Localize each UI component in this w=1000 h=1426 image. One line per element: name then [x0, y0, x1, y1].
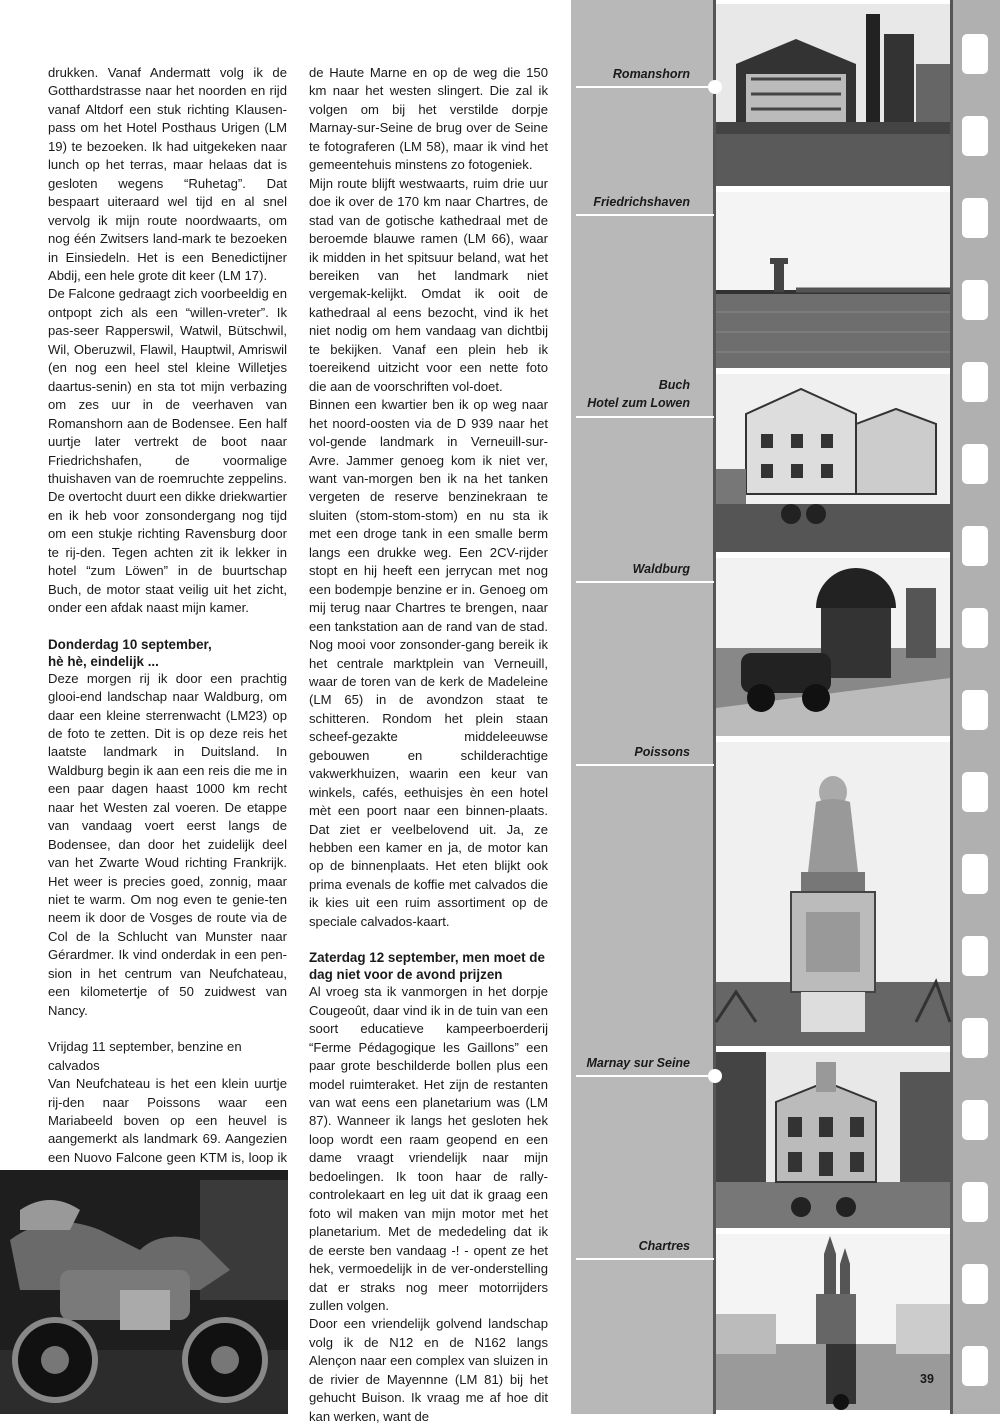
text-column-left	[48, 64, 287, 1241]
location-label: Waldburg	[632, 562, 690, 576]
heading-line: Donderdag 10 september,	[48, 636, 212, 652]
paragraph	[48, 1038, 287, 1075]
location-label: Hotel zum Lowen	[587, 396, 690, 410]
photo-marnay-sur-seine	[716, 1052, 950, 1228]
heading-line: hè hè, eindelijk ...	[48, 653, 159, 669]
film-perforation	[962, 444, 988, 484]
location-label: Marnay sur Seine	[586, 1056, 690, 1070]
subheading: Vrijdag 11 september, benzine en calvados	[48, 1039, 242, 1073]
paragraph: drukken. Vanaf Andermatt volg ik de Gotthardstrasse naar het noorden en rijd vanaf Altdorf een stuk richting Klausen-pass om het Hotel Posthaus Urigen (LM 19) te bezoeken. Ik had uitgekeken naar lunch op het terras, maar helaas dat is gesloten wegens “Ruhetag”. Dat bespaart uiteraard wel tijd en al snel vervolg ik mijn route noordwaarts, om nog één Zwitsers land-mark te bezoeken in Einsiedeln. Het is een Benedictijner Abdij, een hele grote dit keer (LM 17).	[48, 65, 287, 283]
location-connector-line	[576, 214, 714, 216]
photo-buch-hotel	[716, 374, 950, 552]
heading-line: Zaterdag 12 september, men moet de	[309, 950, 545, 966]
motorcycle-photo	[0, 1170, 288, 1414]
photo-friedrichshaven	[716, 192, 950, 368]
film-perforation	[962, 690, 988, 730]
photo-waldburg	[716, 558, 950, 736]
film-perforation	[962, 936, 988, 976]
paragraph: De Falcone gedraagt zich voorbeeldig en ontpopt zich als een “willen-vreter”. Ik pas-seer Rapperswil, Watwil, Bütschwil, Wil, Oberuzwil, Flawil, Hauptwil, Amriswil (en nog een heel stel kleine Willetjes daartus-senin) en sta tot mijn verbazing om zes uur in de veerhaven van Romanshorn aan de Bodensee. Een half uurtje later vertrekt de boot naar Friedrichshafen, de voormalige thuishaven van de roemruchte zeppelins. De overtocht duurt een dikke driekwartier en ik heb voor zonsondergang nog tijd om een stukje richting Ravensburg door te rij-den. Tegen achten zit ik lekker in hotel “zum Löwen” in de buurtschap Buch, de motor staat veilig uit het zicht, onder een afdak naast mijn kamer.	[48, 286, 287, 616]
film-perforation	[962, 526, 988, 566]
motorcycle-illustration	[0, 1170, 288, 1414]
location-label: Romanshorn	[612, 67, 690, 81]
section-heading	[48, 636, 287, 670]
film-perforation	[962, 34, 988, 74]
film-perforation	[962, 1264, 988, 1304]
film-perforation	[962, 280, 988, 320]
photo-chartres	[716, 1234, 950, 1410]
location-label: Poissons	[634, 745, 690, 759]
location-label: Chartres	[638, 1239, 690, 1253]
film-perforation	[962, 772, 988, 812]
film-perforation	[962, 198, 988, 238]
location-marker-dot	[708, 1069, 722, 1083]
paragraph: Binnen een kwartier ben ik op weg naar het noord-oosten via de D 939 naar het vol-gende landmark in Verneuill-sur-Avre. Jammer genoeg kom ik niet ver, want van-morgen ben ik na het tanken vergeten de reserve benzinekraan te sluiten (stom-stom-stom) en nu sta ik met een droge tank in een smalle berm langs een drukke weg. Een 2CV-rijder stopt en hij heeft een jerrycan met nog een bodempje benzine er in. Genoeg om mij terug naar Chartres te brengen, naar een tankstation aan de rand van de stad. Nog mooi voor zonsonder-gang bereik ik het centrale marktplein van Verneuill, waar de toren van de kerk de Madeleine (LM 65) in de avondzon staat te schitteren. Rondom het plein staan scheef-gezakte middeleeuwse gebouwen en schilderachtige vakwerkhuizen, waarin een keur van winkels, cafés, eethuisjes èn een hotel mèt een poort naar een binnen-plaats. Dat ziet er veelbelovend uit. Ja, ze hebben een kamer en ja, de motor kan op de binnenplaats. Het eten blijkt ook prima evenals de koffie met calvados die ik kies uit een ruim assortiment op de speciale calvados-kaart.	[309, 397, 548, 929]
location-label: Buch	[658, 378, 690, 392]
film-perforation	[962, 608, 988, 648]
photo-poissons	[716, 742, 950, 1046]
page-number: 39	[920, 1372, 934, 1386]
film-perforation	[962, 1346, 988, 1386]
photo-romanshorn	[716, 4, 950, 186]
location-connector-line	[576, 86, 714, 88]
paragraph: Mijn route blijft westwaarts, ruim drie uur doe ik over de 170 km naar Chartres, de stad van de gotische kathedraal met de beroemde blauwe ramen (LM 66), waar ik midden in het spitsuur beland, wat het bereiken van het landmark niet vergemak-kelijkt. Omdat ik ooit de kathedraal al eens bezocht, vind ik het niet nodig om hem vandaag van dichtbij te bekijken. Vanaf een plein heb ik toereikend uitzicht voor een nette foto die aan de voorschriften vol-doet.	[309, 175, 548, 394]
film-perforation	[962, 1182, 988, 1222]
film-perforation	[962, 854, 988, 894]
paragraph: Van Neufchateau is het een klein uurtje rij-den naar Poissons waar een Mariabeeld boven op een heuvel is aangemerkt als landmark 69. Aangezien een Nuovo Falcone geen KTM is, loop ik	[48, 1076, 287, 1165]
film-perforation	[962, 362, 988, 402]
text-column-middle	[309, 64, 548, 1426]
location-connector-line	[576, 416, 714, 418]
location-label: Friedrichshaven	[593, 195, 690, 209]
location-connector-line	[576, 1258, 714, 1260]
paragraph: de Haute Marne en op de weg die 150 km naar het westen slingert. Die zal ik volgen om bij het verstilde dorpje Marnay-sur-Seine de brug over de Seine te fotograferen (LM 58), maar ik vind het gemeentehuis minstens zo fotogeniek.	[309, 65, 548, 173]
location-connector-line	[576, 1075, 714, 1077]
film-perforation	[962, 1018, 988, 1058]
film-perforation	[962, 1100, 988, 1140]
section-heading	[309, 949, 548, 983]
paragraph: Al vroeg sta ik vanmorgen in het dorpje Cougeoût, daar vind ik in de tuin van een soort educatieve kampeerboerderij “Ferme Pédagogique les Gaillons” een paar grote beschilderde bollen plus een model ruimteraket. Het zijn de restanten van wat eens een planetarium was (LM 87). Wanneer ik langs het gesloten hek loop wordt een raam geopend en een dame vraagt vriendelijk naar mijn bedoelingen. Ik toon haar de rally-controlekaart en leg uit dat ik graag een foto wil maken van mijn motor met het planetarium. Met de mededeling dat ik de eerste ben vandaag -! - opent ze het hek, vermoedelijk in de ver-onderstelling dat er straks nog meer motorrijders zullen volgen.	[309, 984, 548, 1313]
paragraph: Door een vriendelijk golvend landschap volg ik de N12 en de N162 langs Alençon naar een complex van sluizen in de rivier de Mayennne (LM 81) bij het gehucht Buison. Ik vraag me af hoe dit kan werken, want de	[309, 1316, 548, 1424]
location-connector-line	[576, 581, 714, 583]
heading-line: dag niet voor de avond prijzen	[309, 967, 503, 983]
location-connector-line	[576, 764, 714, 766]
location-marker-dot	[708, 80, 722, 94]
paragraph: Deze morgen rij ik door een prachtig glooi-end landschap naar Waldburg, om daar een kleine sterrenwacht (LM23) op de foto te zetten. Dit is op deze reis het laatste landmark in Duitsland. In Waldburg begin ik aan een reis die me in een paar dagen haast 1000 km recht naar het Westen zal voeren. De etappe van vandaag voert eerst langs de Bodensee, dan door het zuidelijk deel van het Zwarte Woud richting Frankrijk. Het weer is precies goed, zonnig, maar niet te warm. Om nog even te genie-ten neem ik door de Vosges de route via de Col de la Schlucht van Munster naar Gérardmer. Ik vind onderdak in een pen-sion in het centrum van Neufchateau, een kilometertje of 50 zuidwest van Nancy.	[48, 670, 287, 1018]
film-perforation	[962, 116, 988, 156]
